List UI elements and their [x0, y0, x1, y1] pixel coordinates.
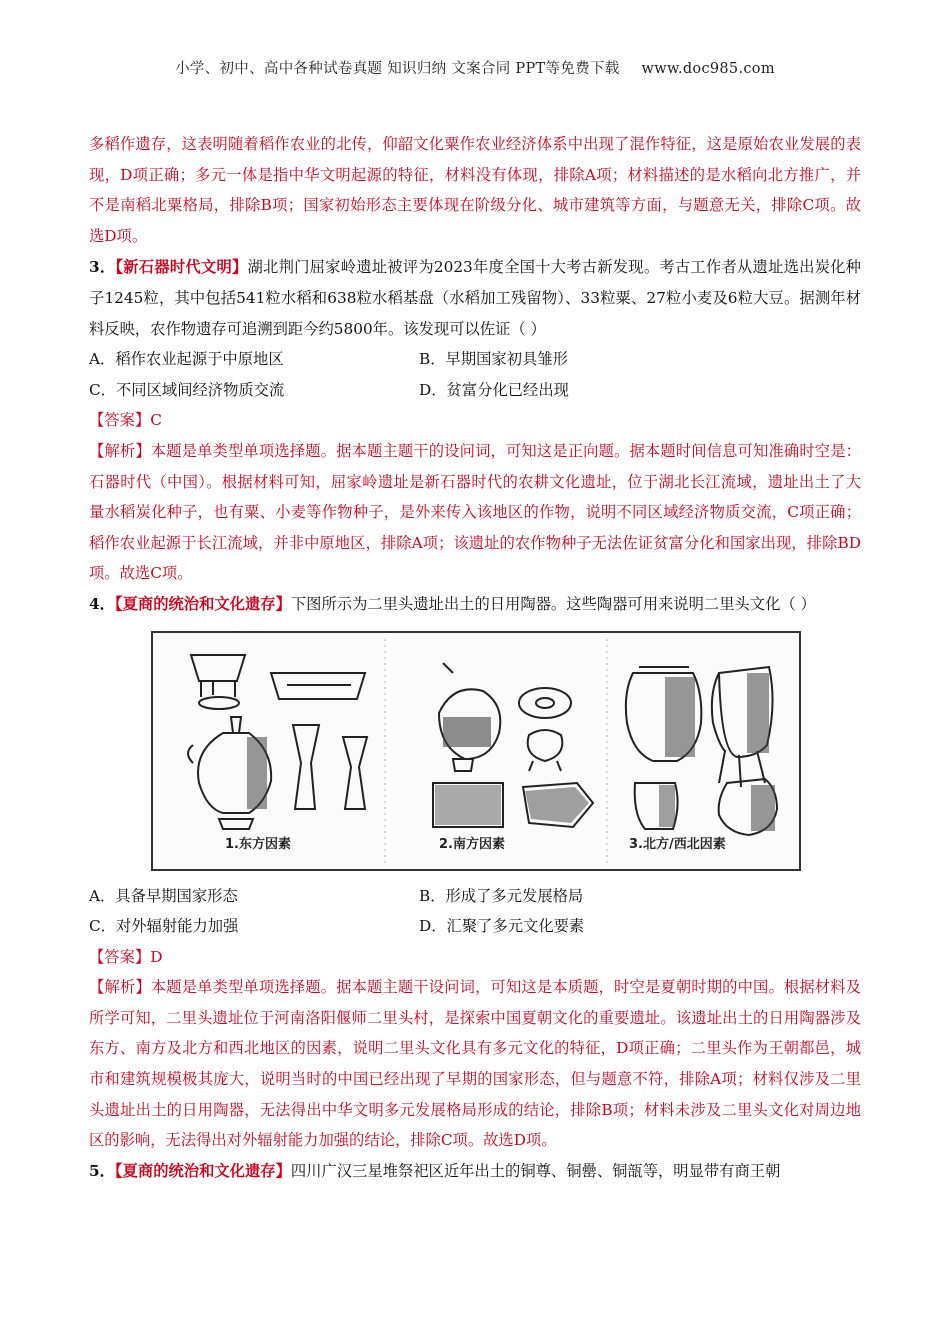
q4-option-b[interactable]: B．形成了多元发展格局: [419, 886, 584, 905]
pottery-texture: [247, 673, 775, 831]
question-4: [89, 589, 861, 620]
q4-tag: 【夏商的统治和文化遗存】: [114, 594, 291, 613]
q4-answer-value: D: [150, 947, 163, 966]
q3-tag: 【新石器时代文明】: [115, 258, 248, 277]
q4-option-c[interactable]: C．对外辐射能力加强: [89, 917, 239, 936]
q4-answer-label: 【答案】: [89, 947, 151, 966]
figure-caption-south: 2.南方因素: [439, 836, 505, 852]
q3-option-a[interactable]: A．稻作农业起源于中原地区: [89, 350, 284, 369]
q5-stem: 四川广汉三星堆祭祀区近年出土的铜尊、铜罍、铜瓿等，明显带有商王朝: [290, 1161, 781, 1180]
q3-option-b[interactable]: B．早期国家初具雏形: [419, 350, 568, 369]
q4-options-row-2: [89, 911, 861, 942]
header-text: 小学、初中、高中各种试卷真题 知识归纳 文案合同 PPT等免费下载: [175, 61, 620, 77]
q4-number: 4．: [89, 594, 115, 613]
q4-stem: 下图所示为二里头遗址出土的日用陶器。这些陶器可用来说明二里头文化（ ）: [290, 594, 816, 613]
q4-answer: [89, 942, 861, 973]
q3-answer-label: 【答案】: [89, 411, 151, 430]
header-site-link[interactable]: www.doc985.com: [641, 61, 775, 77]
q3-number: 3．: [89, 258, 116, 277]
q3-analysis: [89, 436, 861, 589]
q4-analysis-text: 本题是单类型单项选择题。据本题主题干设问词，可知这是本质题，时空是夏朝时期的中国。根据材料及所学可知，二里头遗址位于河南洛阳偃师二里头村，是探索中国夏朝文化的重要遗址。该遗址出土的日用陶器涉及东方、南方及北方和西北地区的因素，说明二里头文化具有多元文化的特征，D项正确；二里头作为王朝都邑，城市和建筑规模极其庞大，说明当时的中国已经出现了早期的国家形态，但与题意不符，排除A项；材料仅涉及二里头遗址出土的日用陶器，无法得出中华文明多元发展格局形成的结论，排除B项；材料未涉及二里头文化对周边地区的影响，无法得出对外辐射能力加强的结论，排除C项。故选D项。: [89, 978, 861, 1150]
page-header: [0, 57, 950, 78]
q3-option-c[interactable]: C．不同区域间经济物质交流: [89, 380, 285, 399]
q4-options-row-1: [89, 881, 861, 912]
question-5: [89, 1156, 861, 1187]
q4-option-a[interactable]: A．具备早期国家形态: [89, 886, 238, 905]
q5-tag: 【夏商的统治和文化遗存】: [114, 1161, 291, 1180]
q3-options-row-2: [89, 375, 861, 406]
figure-caption-east: 1.东方因素: [225, 836, 291, 852]
q3-stem: 湖北荆门屈家岭遗址被评为2023年度全国十大考古新发现。考古工作者从遗址选出炭化种子1245粒，其中包括541粒水稻和638粒水稻基盘（水稻加工残留物）、33粒粟、27粒小麦及6粒大豆。据测年材料反映，农作物遗存可追溯到距今约5800年。该发现可以佐证（ ）: [89, 258, 861, 338]
document-body: [89, 129, 861, 1186]
question-3: [89, 252, 861, 344]
east-pottery-group: [188, 655, 367, 829]
pottery-figure: [151, 631, 801, 871]
q3-answer: [89, 405, 861, 436]
q3-answer-value: C: [150, 411, 162, 430]
q3-option-d[interactable]: D．贫富分化已经出现: [419, 380, 569, 399]
q3-options-row-1: [89, 344, 861, 375]
q5-number: 5．: [89, 1161, 115, 1180]
figure-caption-north: 3.北方/西北因素: [629, 836, 726, 852]
q4-analysis-label: 【解析】: [89, 978, 151, 997]
q4-option-d[interactable]: D．汇聚了多元文化要素: [419, 917, 585, 936]
q2-analysis-continued: 多稻作遗存，这表明随着稻作农业的北传，仰韶文化粟作农业经济体系中出现了混作特征，这是原始农业发展的表现，D项正确；多元一体是指中华文明起源的特征，材料没有体现，排除A项；材料描述的是水稻向北方推广，并不是南稻北粟格局，排除B项；国家初始形态主要体现在阶级分化、城市建筑等方面，与题意无关，排除C项。故选D项。: [89, 135, 861, 245]
q3-analysis-text: 本题是单类型单项选择题。据本题主题干的设问词，可知这是正向题。据本题时间信息可知准确时空是：石器时代（中国）。根据材料可知，屈家岭遗址是新石器时代的农耕文化遗址，位于湖北长江流域，遗址出土了大量水稻炭化种子，也有粟、小麦等作物种子，是外来传入该地区的作物，说明不同区域经济物质交流，C项正确；稻作农业起源于长江流域，并非中原地区，排除A项；该遗址的农作物种子无法佐证贫富分化和国家出现，排除BD项。故选C项。: [89, 441, 861, 583]
q4-analysis: [89, 972, 861, 1156]
q3-analysis-label: 【解析】: [89, 441, 151, 460]
